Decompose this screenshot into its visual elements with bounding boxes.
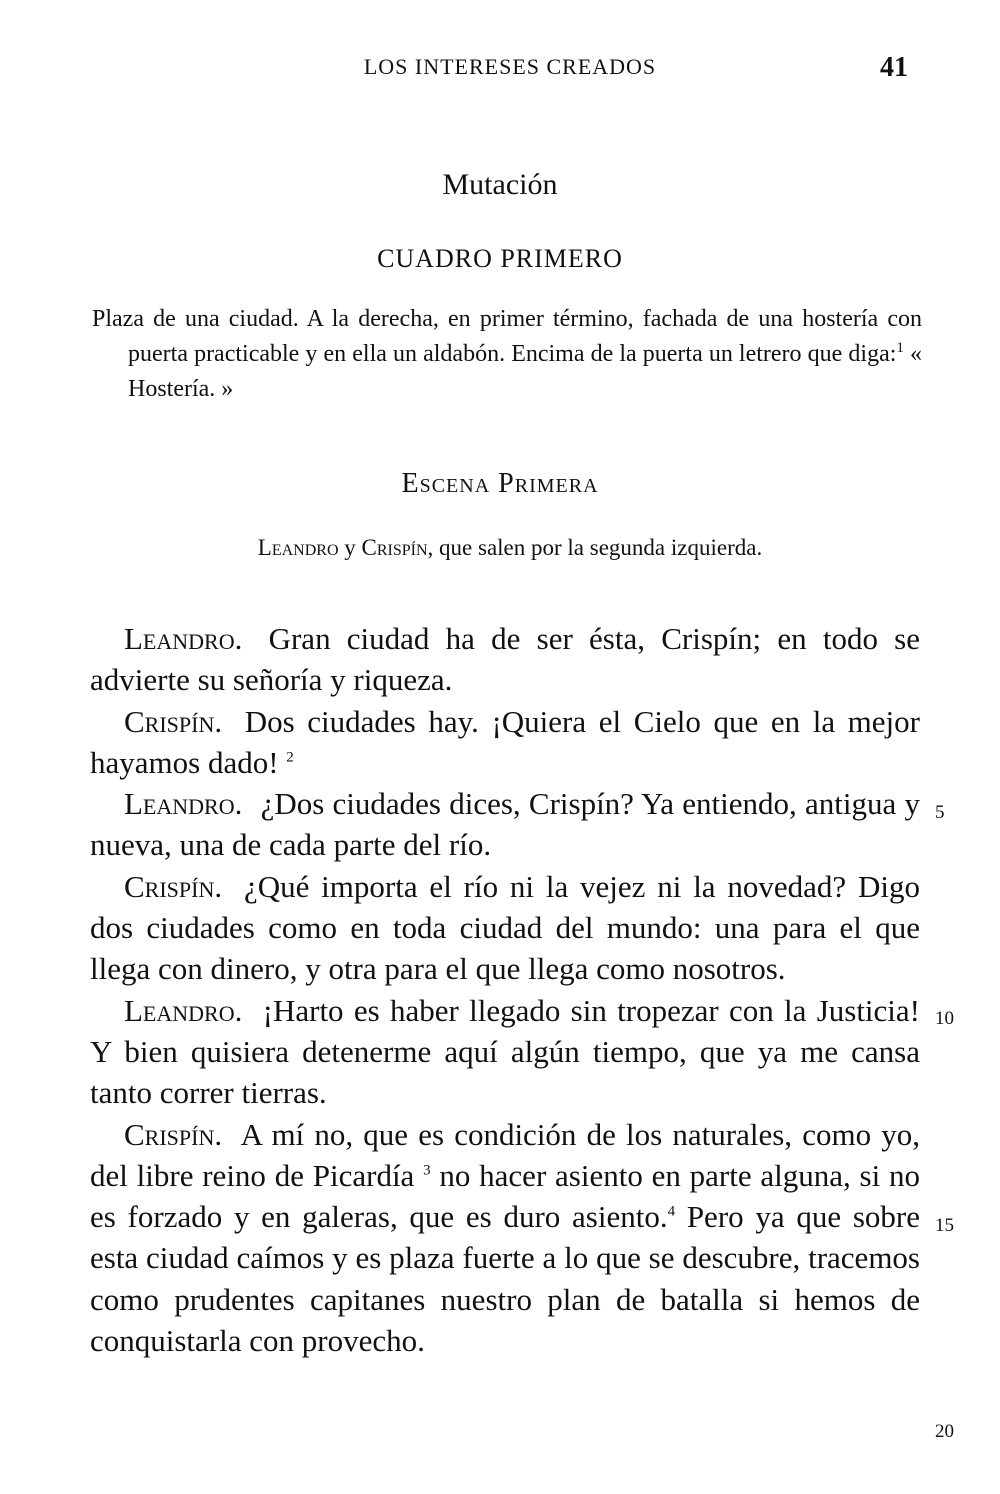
stage-direction-text: Plaza de una ciudad. A la derecha, en primer término, fachada de una hostería con puerta practicable y en ella un aldabón. Encima de la puerta un letrero que diga: bbox=[92, 306, 922, 367]
footnote-ref: 4 bbox=[667, 1203, 676, 1220]
speech bbox=[90, 1114, 920, 1362]
stage-direction bbox=[92, 302, 922, 407]
speech bbox=[90, 618, 920, 701]
speech-text: ¡Harto es haber llegado sin tropezar con la Justicia! Y bien quisiera detenerme aquí algún tiempo, que ya me cansa tanto correr tierras. bbox=[90, 992, 920, 1111]
speech-text: ¿Qué importa el río ni la vejez ni la novedad? Digo dos ciudades como en toda ciudad del mundo: una para el que llega con dinero, y otra para el que llega como nosotros. bbox=[90, 868, 920, 987]
stage-direction-quote: « Hostería. » bbox=[128, 341, 923, 402]
footnote-ref: 2 bbox=[286, 749, 294, 766]
running-title: LOS INTERESES CREADOS bbox=[363, 54, 657, 79]
speaker-name: Leandro. bbox=[124, 786, 243, 822]
line-number: 20 bbox=[935, 1421, 954, 1442]
footnote-ref: 1 bbox=[896, 340, 904, 356]
speech-text: ¿Dos ciudades dices, Crispín? Ya entiendo, antigua y nueva, una de cada parte del río. bbox=[90, 786, 920, 863]
dialogue bbox=[90, 618, 920, 1361]
speaker-name: Crispín. bbox=[124, 703, 223, 739]
character-name: Crispín bbox=[361, 535, 428, 560]
entrance-text: , que salen por la segunda izquierda. bbox=[427, 535, 763, 560]
line-number: 10 bbox=[935, 1008, 954, 1029]
page-number: 41 bbox=[880, 52, 908, 83]
speech bbox=[90, 866, 920, 990]
speaker-name: Leandro. bbox=[124, 992, 243, 1028]
scene-change-heading: Mutación bbox=[442, 168, 558, 201]
speaker-name: Crispín. bbox=[124, 868, 223, 904]
line-number: 15 bbox=[935, 1215, 954, 1236]
speech-text: Dos ciudades hay. ¡Quiera el Cielo que en la mejor hayamos dado! bbox=[90, 703, 920, 780]
speech bbox=[90, 701, 920, 784]
speech-text: no hacer asiento en parte alguna, si no es forzado y en galeras, que es duro asiento. bbox=[90, 1157, 921, 1235]
speaker-name: Leandro. bbox=[124, 621, 243, 656]
speech bbox=[90, 783, 920, 866]
speech-text: Gran ciudad ha de ser ésta, Crispín; en todo se advierte su señoría y riqueza. bbox=[90, 621, 920, 698]
speech bbox=[90, 990, 920, 1114]
speech-text: A mí no, que es condición de los naturales, como yo, del libre reino de Picardía bbox=[90, 1116, 920, 1193]
tableau-heading: CUADRO PRIMERO bbox=[377, 244, 623, 273]
conjunction: y bbox=[344, 535, 356, 560]
speaker-name: Crispín. bbox=[124, 1116, 223, 1152]
speech-text: Pero ya que sobre esta ciudad caímos y es plaza fuerte a lo que se descubre, tracemos como prudentes capitanes nuestro plan de batalla si hemos de conquistarla con provecho. bbox=[90, 1199, 920, 1359]
line-number: 5 bbox=[935, 802, 945, 823]
character-name: Leandro bbox=[257, 535, 339, 560]
entrance-direction bbox=[200, 532, 820, 564]
scene-title: Escena Primera bbox=[401, 468, 599, 499]
footnote-ref: 3 bbox=[423, 1162, 431, 1179]
